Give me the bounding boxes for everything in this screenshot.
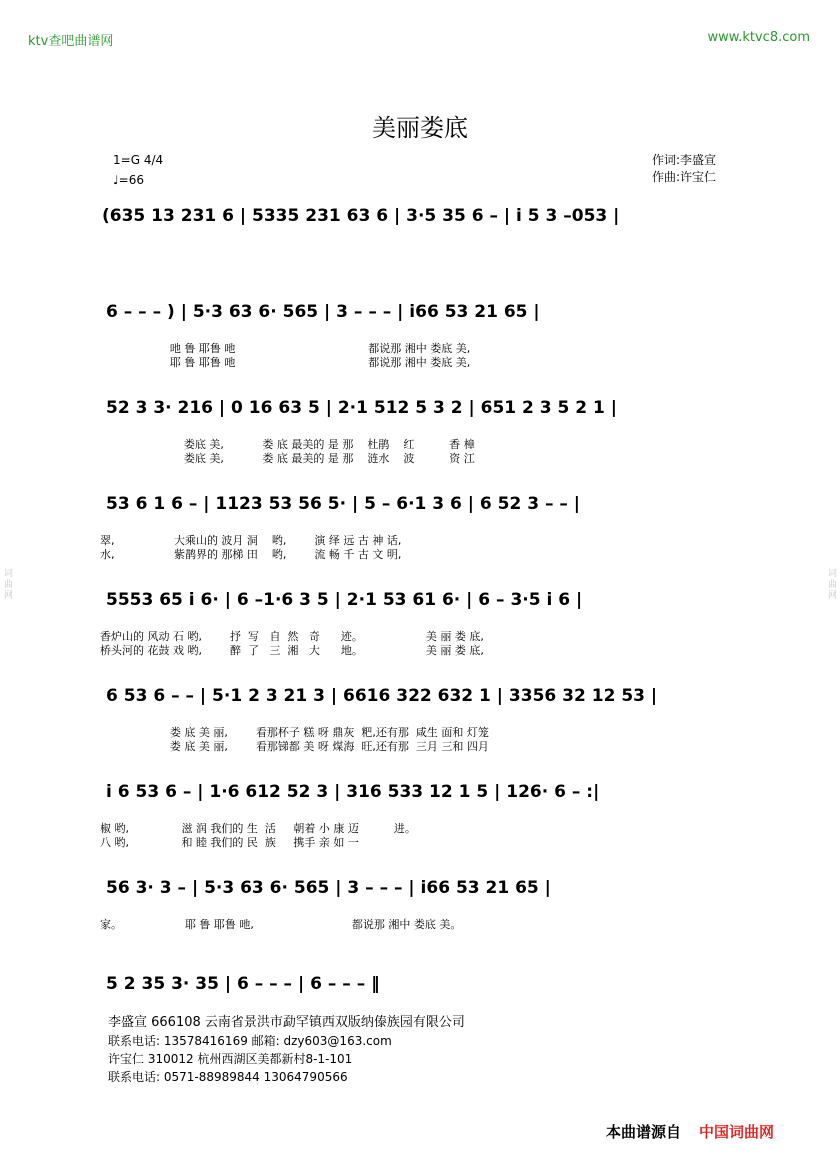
composer: 作曲:许宝仁 [652, 170, 717, 184]
notation-line [100, 584, 752, 612]
time-signature: 4/4 [143, 153, 164, 167]
lyric-verse-1: 娄 底 美 丽, 看那杯子 糕 呀 鼎灰 粑,还有那 咸生 面和 灯笼 [100, 726, 489, 739]
jianpu-notes: (635 13 231 6 | 5335 231 63 6 | 3·5 35 6 – | i 5 3 –053 | [102, 206, 620, 226]
lyric-verse-1: 家。 耶 鲁 耶鲁 吔, 都说那 湘中 娄底 美。 [100, 918, 462, 931]
header-site-url[interactable]: www.ktvc8.com [707, 30, 810, 45]
watermark-text: 词曲网 [826, 568, 836, 601]
notation-line [100, 872, 752, 900]
notation-line [100, 488, 752, 516]
lyricist-address: 李盛宣 666108 云南省景洪市勐罕镇西双版纳傣族园有限公司 [108, 1015, 465, 1030]
jianpu-notes: 6 – – – ) | 5·3 63 6· 565 | 3 – – – | i66 53 21 65 | [106, 302, 540, 322]
credits [652, 152, 716, 186]
lyric-verse-1: 椒 哟, 滋 润 我们的 生 活 朝着 小 康 迈 进。 [100, 822, 416, 835]
notation-line [100, 296, 752, 324]
jianpu-notes: 52 3 3· 216 | 0 16 63 5 | 2·1 512 5 3 2 | 651 2 3 5 2 1 | [106, 398, 617, 418]
notation-line [100, 776, 752, 804]
notation-line [100, 680, 752, 708]
lyric-verse-1: 香炉山的 风动 石 哟, 抒 写 自 然 奇 迹。 美 丽 娄 底, [100, 630, 484, 643]
lyric-verse-2: 耶 鲁 耶鲁 吔 都说那 湘中 娄底 美, [100, 356, 471, 369]
lyric-verse-2: 八 哟, 和 睦 我们的 民 族 携手 亲 如 一 [100, 836, 359, 849]
jianpu-notes: 5553 65 i 6· | 6 –1·6 3 5 | 2·1 53 61 6· | 6 – 3·5 i 6 | [106, 590, 583, 610]
tempo-mark: ♩=66 [113, 173, 144, 187]
composer-address: 许宝仁 310012 杭州西湖区美都新村8-1-101 [108, 1052, 353, 1066]
notation-line [100, 200, 752, 228]
lyric-verse-2: 桥头河的 花鼓 戏 哟, 醉 了 三 湘 大 地。 美 丽 娄 底, [100, 644, 484, 657]
lyric-verse-1: 翠, 大乘山的 波月 洞 哟, 演 绎 远 古 神 话, [100, 534, 402, 547]
notation-line [100, 392, 752, 420]
composer-phone: 联系电话: 0571-88989844 13064790566 [108, 1070, 348, 1084]
lyric-verse-2: 娄底 美, 娄 底 最美的 是 那 涟水 波 资 江 [100, 452, 475, 465]
lyric-verse-1: 吔 鲁 耶鲁 吔 都说那 湘中 娄底 美, [100, 342, 471, 355]
key-signature-block [113, 152, 163, 188]
lyricist-phone-email: 联系电话: 13578416169 邮箱: dzy603@163.com [108, 1034, 392, 1048]
jianpu-notes: 6 53 6 – – | 5·1 2 3 21 3 | 6616 322 632 1 | 3356 32 12 53 | [106, 686, 658, 706]
lyric-verse-2: 娄 底 美 丽, 看那锑都 美 呀 煤海 旺,还有那 三月 三和 四月 [100, 740, 489, 753]
lyric-verse-1: 娄底 美, 娄 底 最美的 是 那 杜鹃 红 香 樟 [100, 438, 475, 451]
source-credit [606, 1121, 774, 1142]
lyricist: 作词:李盛宣 [652, 153, 717, 167]
right-watermark-strip [824, 0, 840, 1169]
notation-line [100, 968, 752, 996]
header-site-name[interactable]: ktv查吧曲谱网 [28, 34, 114, 49]
contact-info [108, 1014, 465, 1086]
jianpu-notes: 53 6 1 6 – | 1123 53 56 5· | 5 – 6·1 3 6 | 6 52 3 – – | [106, 494, 581, 514]
source-label: 本曲谱源自 [606, 1123, 682, 1141]
key-signature: 1=G 4/4 [113, 153, 164, 167]
source-site-link[interactable]: 中国词曲网 [699, 1123, 775, 1141]
left-watermark-strip [0, 0, 16, 1169]
jianpu-notes: 5 2 35 3· 35 | 6 – – – | 6 – – – ‖ [106, 974, 380, 994]
jianpu-notes: 56 3· 3 – | 5·3 63 6· 565 | 3 – – – | i66 53 21 65 | [106, 878, 551, 898]
watermark-text: 词曲网 [2, 568, 12, 601]
jianpu-notes: i 6 53 6 – | 1·6 612 52 3 | 316 533 12 1 5 | 126· 6 – :| [106, 782, 600, 802]
lyric-verse-2: 水, 紫鹊界的 那梯 田 哟, 流 畅 千 古 文 明, [100, 548, 402, 561]
song-title: 美丽娄底 [372, 114, 468, 142]
